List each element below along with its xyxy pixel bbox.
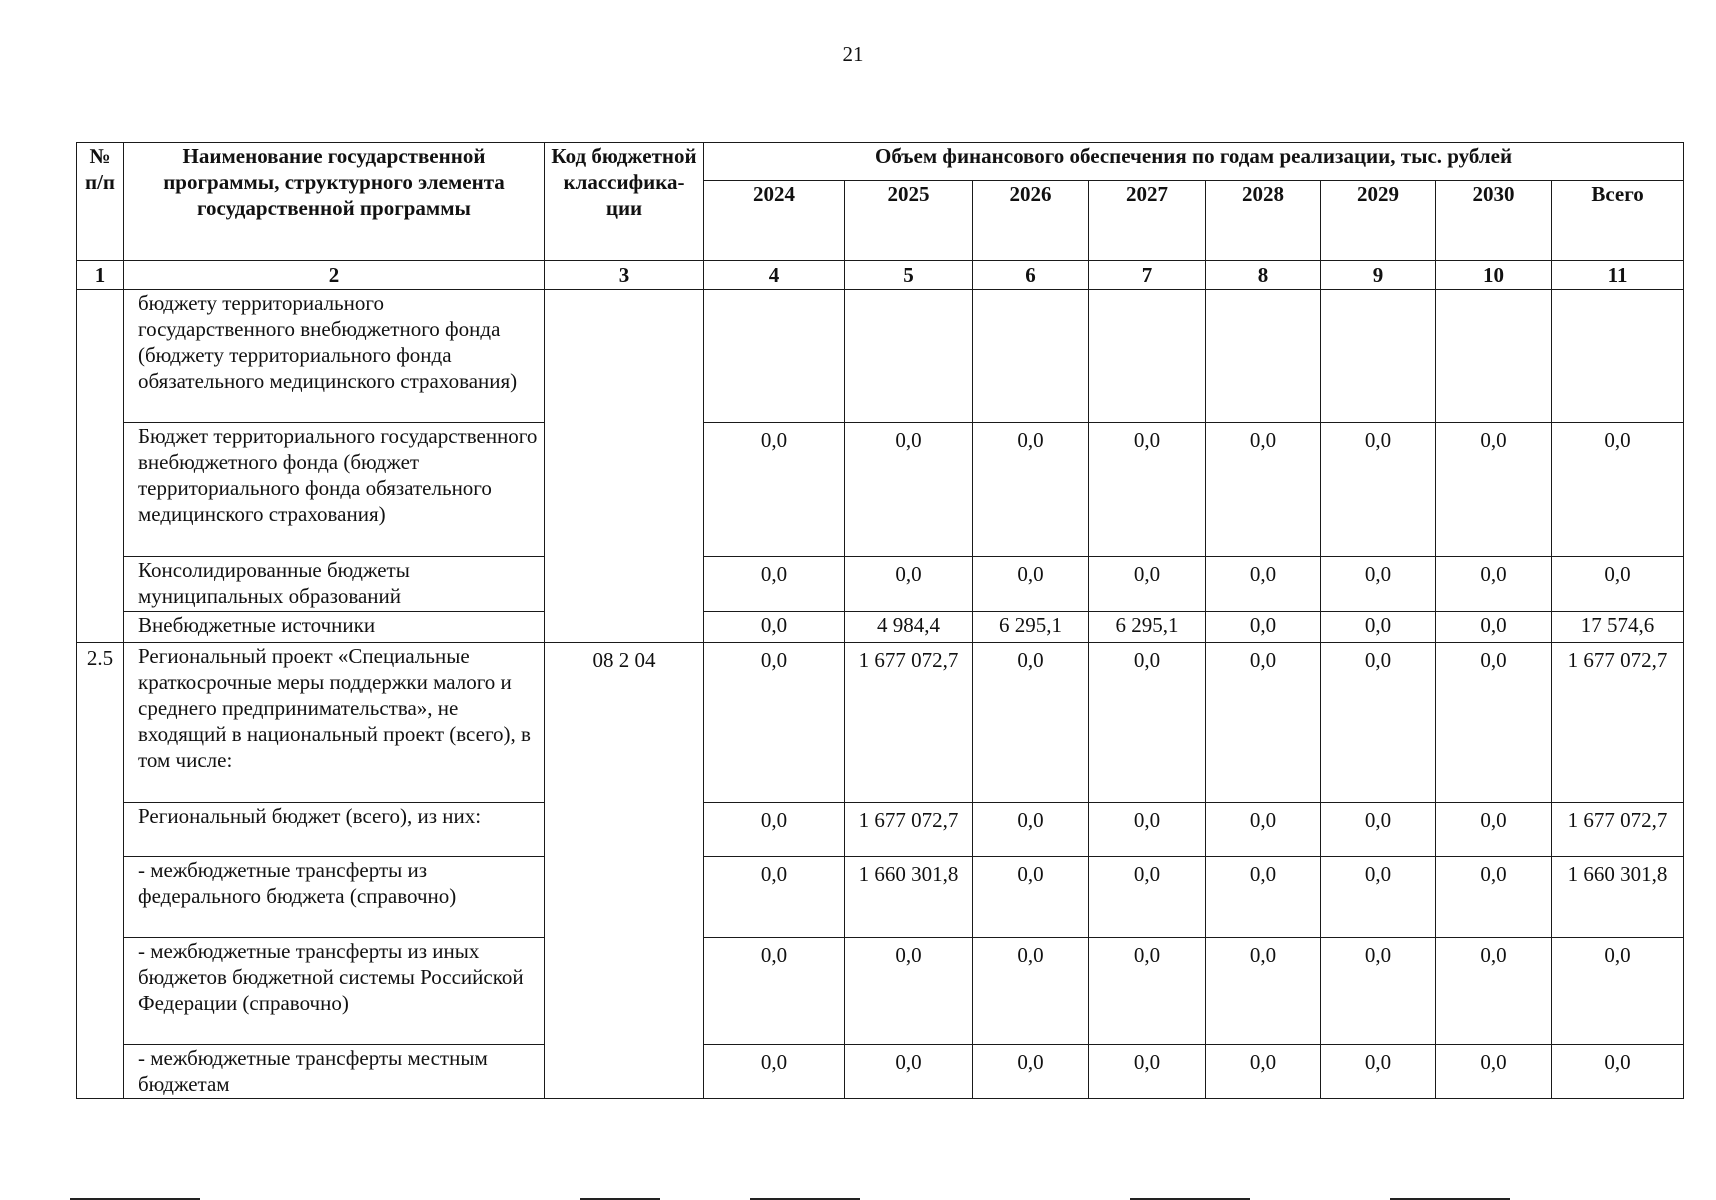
- value-2028: 0,0: [1206, 612, 1321, 643]
- value-2028: 0,0: [1206, 857, 1321, 938]
- value-2028: 0,0: [1206, 643, 1321, 803]
- value-2027: 0,0: [1089, 803, 1206, 857]
- value-2027: 0,0: [1089, 1045, 1206, 1099]
- value-total: 0,0: [1552, 557, 1684, 612]
- header-volume: Объем финансового обеспечения по годам реализации, тыс. рублей: [704, 143, 1684, 181]
- value-2030: 0,0: [1436, 423, 1552, 557]
- column-number: 10: [1436, 261, 1552, 290]
- value-2026: 0,0: [973, 803, 1089, 857]
- value-2030: 0,0: [1436, 612, 1552, 643]
- row-name: Региональный бюджет (всего), из них:: [124, 803, 545, 857]
- column-number: 4: [704, 261, 845, 290]
- value-2025: [845, 290, 973, 423]
- row-name: - межбюджетные трансферты из иных бюджетов бюджетной системы Российской Федерации (справочно): [124, 938, 545, 1045]
- value-2029: 0,0: [1321, 938, 1436, 1045]
- header-year-2029: 2029: [1321, 181, 1436, 261]
- value-2029: 0,0: [1321, 557, 1436, 612]
- value-2030: 0,0: [1436, 1045, 1552, 1099]
- table-row: [77, 643, 1684, 803]
- value-2028: 0,0: [1206, 423, 1321, 557]
- value-total: 17 574,6: [1552, 612, 1684, 643]
- value-2028: [1206, 290, 1321, 423]
- value-2028: 0,0: [1206, 803, 1321, 857]
- column-number: 8: [1206, 261, 1321, 290]
- header-year-2027: 2027: [1089, 181, 1206, 261]
- row-code: [545, 612, 704, 643]
- value-2025: 1 677 072,7: [845, 803, 973, 857]
- row-code: [545, 423, 704, 557]
- value-2030: 0,0: [1436, 803, 1552, 857]
- value-2024: 0,0: [704, 423, 845, 557]
- value-2027: 0,0: [1089, 423, 1206, 557]
- value-2027: [1089, 290, 1206, 423]
- row-code: 08 2 04: [545, 643, 704, 803]
- header-name: Наименование государственной программы, структурного элемента государственной программы: [124, 143, 545, 261]
- value-2029: 0,0: [1321, 643, 1436, 803]
- row-name: - межбюджетные трансферты местным бюджетам: [124, 1045, 545, 1099]
- column-number: 7: [1089, 261, 1206, 290]
- value-2025: 0,0: [845, 557, 973, 612]
- page-number: 21: [842, 42, 864, 66]
- row-number: [77, 612, 124, 643]
- value-2029: [1321, 290, 1436, 423]
- header-year-2030: 2030: [1436, 181, 1552, 261]
- table-row: [77, 803, 1684, 857]
- row-number: [77, 938, 124, 1045]
- value-2027: 0,0: [1089, 643, 1206, 803]
- value-2025: 1 677 072,7: [845, 643, 973, 803]
- row-name: Консолидированные бюджеты муниципальных образований: [124, 557, 545, 612]
- value-total: [1552, 290, 1684, 423]
- value-2029: 0,0: [1321, 1045, 1436, 1099]
- row-code: [545, 938, 704, 1045]
- value-2025: 0,0: [845, 1045, 973, 1099]
- table-row: [77, 423, 1684, 557]
- value-2024: 0,0: [704, 1045, 845, 1099]
- value-2026: 0,0: [973, 938, 1089, 1045]
- value-2027: 0,0: [1089, 557, 1206, 612]
- header-code: Код бюджетной классифика-ции: [545, 143, 704, 261]
- value-2026: 0,0: [973, 643, 1089, 803]
- header-year-2025: 2025: [845, 181, 973, 261]
- table-row: [77, 290, 1684, 423]
- value-2025: 1 660 301,8: [845, 857, 973, 938]
- column-number: 6: [973, 261, 1089, 290]
- value-2025: 0,0: [845, 938, 973, 1045]
- table-row: [77, 1045, 1684, 1099]
- table-row: [77, 612, 1684, 643]
- row-name: Региональный проект «Специальные краткосрочные меры поддержки малого и среднего предпринимательства», не входящий в национальный проект (всего), в том числе:: [124, 643, 545, 803]
- value-2026: 0,0: [973, 557, 1089, 612]
- row-code: [545, 1045, 704, 1099]
- column-number: 9: [1321, 261, 1436, 290]
- column-number: 11: [1552, 261, 1684, 290]
- row-code: [545, 557, 704, 612]
- row-name: бюджету территориального государственного внебюджетного фонда (бюджету территориального фонда обязательного медицинского страхования): [124, 290, 545, 423]
- table-row: [77, 857, 1684, 938]
- header-year-2024: 2024: [704, 181, 845, 261]
- value-2027: 6 295,1: [1089, 612, 1206, 643]
- value-2025: 4 984,4: [845, 612, 973, 643]
- column-number: 5: [845, 261, 973, 290]
- value-2024: 0,0: [704, 612, 845, 643]
- value-2026: 0,0: [973, 423, 1089, 557]
- row-code: [545, 290, 704, 423]
- column-number: 1: [77, 261, 124, 290]
- value-total: 1 677 072,7: [1552, 643, 1684, 803]
- value-2028: 0,0: [1206, 1045, 1321, 1099]
- row-number: [77, 1045, 124, 1099]
- row-number: [77, 290, 124, 423]
- value-2029: 0,0: [1321, 423, 1436, 557]
- table-row: [77, 938, 1684, 1045]
- value-2029: 0,0: [1321, 857, 1436, 938]
- row-number: [77, 557, 124, 612]
- value-2030: [1436, 290, 1552, 423]
- value-2025: 0,0: [845, 423, 973, 557]
- column-number: 2: [124, 261, 545, 290]
- value-2024: 0,0: [704, 643, 845, 803]
- row-name: Бюджет территориального государственного внебюджетного фонда (бюджет территориального фонда обязательного медицинского страхования): [124, 423, 545, 557]
- value-2024: 0,0: [704, 857, 845, 938]
- financing-table: [76, 142, 1684, 1099]
- value-total: 0,0: [1552, 423, 1684, 557]
- value-2027: 0,0: [1089, 938, 1206, 1045]
- value-2029: 0,0: [1321, 612, 1436, 643]
- value-2026: 0,0: [973, 1045, 1089, 1099]
- header-total: Всего: [1552, 181, 1684, 261]
- value-2026: 0,0: [973, 857, 1089, 938]
- column-number: 3: [545, 261, 704, 290]
- value-2026: 6 295,1: [973, 612, 1089, 643]
- row-number: [77, 423, 124, 557]
- value-total: 1 660 301,8: [1552, 857, 1684, 938]
- header-year-2026: 2026: [973, 181, 1089, 261]
- row-number: [77, 857, 124, 938]
- value-2024: 0,0: [704, 803, 845, 857]
- table-row: [77, 557, 1684, 612]
- row-code: [545, 803, 704, 857]
- value-2028: 0,0: [1206, 938, 1321, 1045]
- value-2029: 0,0: [1321, 803, 1436, 857]
- value-total: 1 677 072,7: [1552, 803, 1684, 857]
- value-2030: 0,0: [1436, 938, 1552, 1045]
- row-code: [545, 857, 704, 938]
- header-no: № п/п: [77, 143, 124, 261]
- value-total: 0,0: [1552, 938, 1684, 1045]
- row-name: - межбюджетные трансферты из федерального бюджета (справочно): [124, 857, 545, 938]
- row-number: 2.5: [77, 643, 124, 803]
- value-2028: 0,0: [1206, 557, 1321, 612]
- value-2024: 0,0: [704, 938, 845, 1045]
- value-2024: [704, 290, 845, 423]
- row-number: [77, 803, 124, 857]
- value-total: 0,0: [1552, 1045, 1684, 1099]
- value-2026: [973, 290, 1089, 423]
- column-number-row: [77, 261, 1684, 290]
- header-year-2028: 2028: [1206, 181, 1321, 261]
- value-2030: 0,0: [1436, 857, 1552, 938]
- row-name: Внебюджетные источники: [124, 612, 545, 643]
- value-2030: 0,0: [1436, 643, 1552, 803]
- value-2024: 0,0: [704, 557, 845, 612]
- value-2030: 0,0: [1436, 557, 1552, 612]
- value-2027: 0,0: [1089, 857, 1206, 938]
